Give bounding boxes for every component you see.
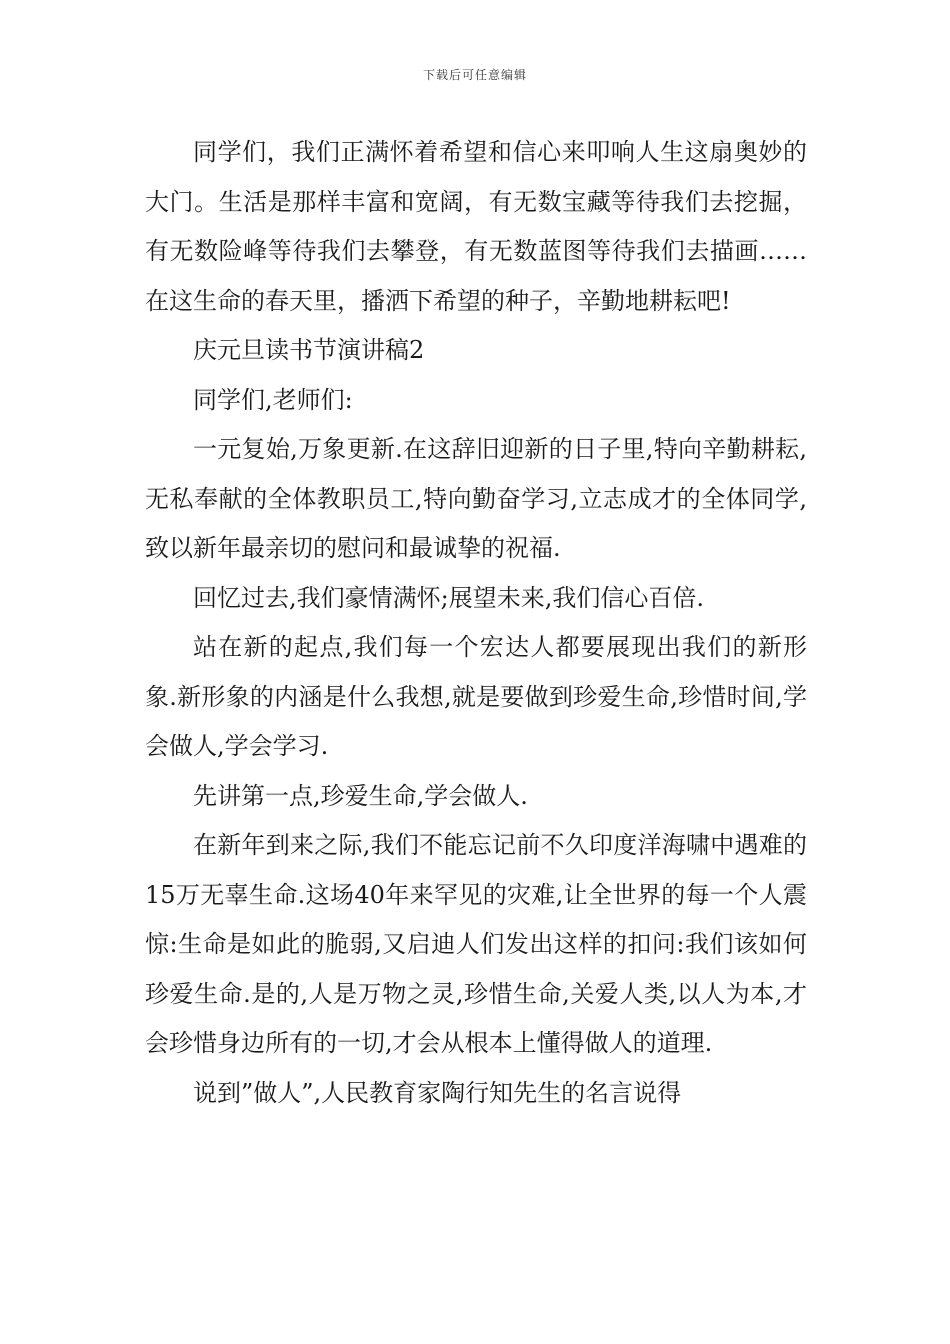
paragraph-new-image: 站在新的起点,我们每一个宏达人都要展现出我们的新形象.新形象的内涵是什么我想,就是要做到珍爱生命,珍惜时间,学会做人,学会学习. <box>145 633 807 760</box>
paragraph-first-point: 先讲第一点,珍爱生命,学会做人. <box>193 781 528 810</box>
paragraph-opening: 同学们，我们正满怀着希望和信心来叩响人生这扇奥妙的大门。生活是那样丰富和宽阔，有无数宝藏等待我们去挖掘，有无数险峰等待我们去攀登，有无数蓝图等待我们去描画……在这生命的春天里，播洒下希望的种子，辛勤地耕耘吧! <box>145 138 807 315</box>
paragraph-tsunami: 在新年到来之际,我们不能忘记前不久印度洋海啸中遇难的15万无辜生命.这场40年来罕见的灾难,让全世界的每一个人震惊:生命是如此的脆弱,又启迪人们发出这样的扣问:我们该如何珍爱生命.是的,人是万物之灵,珍惜生命,关爱人类,以人为本,才会珍惜身边所有的一切,才会从根本上懂得做人的道理. <box>145 831 807 1057</box>
paragraph-past-future: 回忆过去,我们豪情满怀;展望未来,我们信心百倍. <box>193 583 704 612</box>
document-body <box>145 128 807 1118</box>
paragraph-greeting: 同学们,老师们: <box>193 385 353 414</box>
section-title: 庆元旦读书节演讲稿2 <box>193 336 425 364</box>
paragraph-new-year-wishes: 一元复始,万象更新.在这辞旧迎新的日子里,特向辛勤耕耘,无私奉献的全体教职员工,特向勤奋学习,立志成才的全体同学,致以新年最亲切的慰问和最诚挚的祝福. <box>145 435 807 562</box>
paragraph-tao-xingzhi: 说到”做人”,人民教育家陶行知先生的名言说得 <box>193 1078 682 1107</box>
page-header: 下载后可任意编辑 <box>422 68 527 82</box>
